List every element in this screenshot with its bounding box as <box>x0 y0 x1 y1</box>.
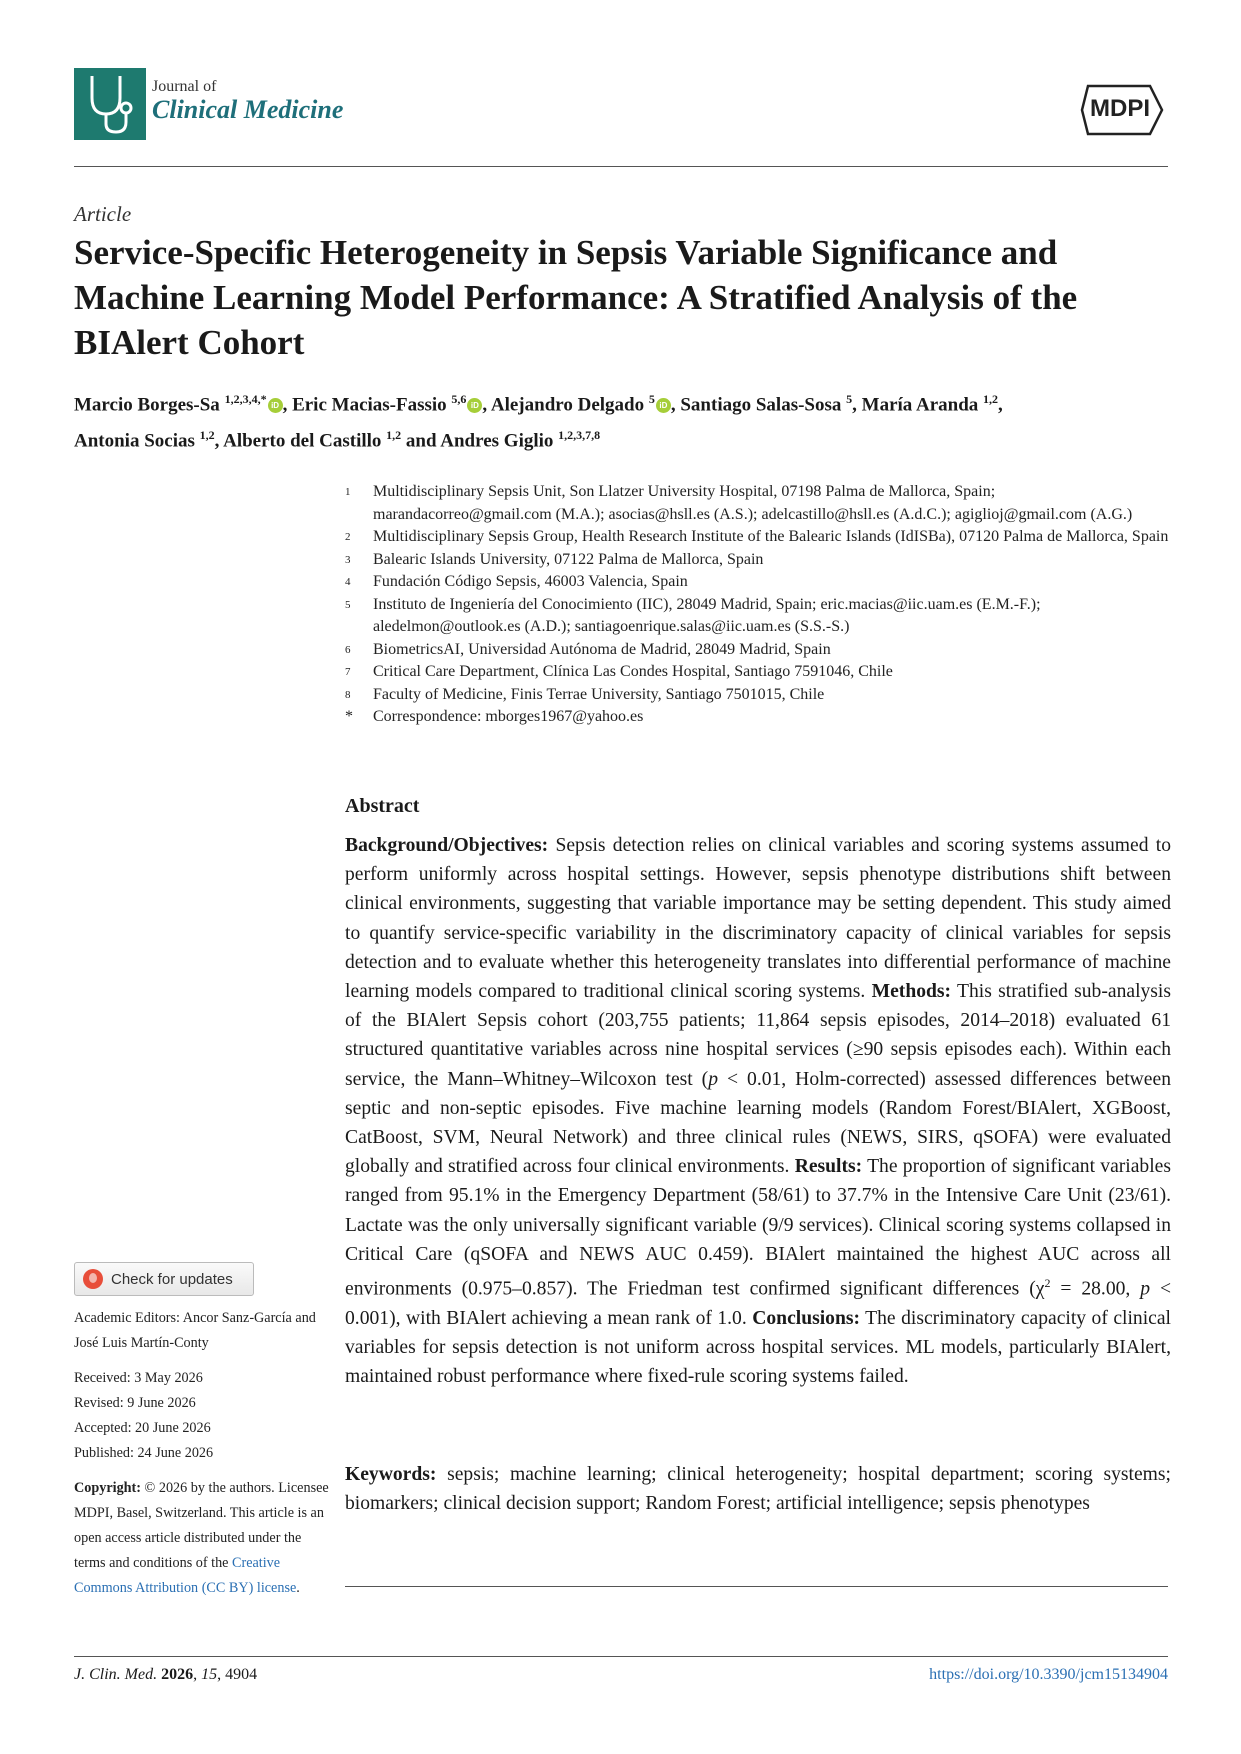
affiliation-text: BiometricsAI, Universidad Autónoma de Madrid, 28049 Madrid, Spain <box>373 640 831 658</box>
author-separator: , <box>998 394 1003 416</box>
author-name: Antonia Socias <box>74 430 195 452</box>
keywords-text: sepsis; machine learning; clinical heterogeneity; hospital department; scoring systems; biomarkers; clinical decision support; Random Forest; artificial intelligence; sepsis phenotypes <box>345 1464 1171 1515</box>
copyright-label: Copyright: <box>74 1480 141 1496</box>
affiliation-text: Faculty of Medicine, Finis Terrae University, Santiago 7501015, Chile <box>373 685 825 703</box>
abstract-divider <box>345 1586 1168 1587</box>
affiliation-number: 5 <box>345 598 351 611</box>
orcid-icon[interactable]: iD <box>656 398 671 413</box>
affiliation-number: 8 <box>345 688 351 701</box>
received-date: Received: 3 May 2026 <box>74 1370 203 1386</box>
affiliation-number: 6 <box>345 643 351 656</box>
citation-article-number: 4904 <box>225 1666 258 1683</box>
author-separator: and <box>401 430 441 452</box>
affiliation-item <box>345 661 1175 684</box>
affiliation-item <box>345 481 1175 526</box>
chi-square-exponent: 2 <box>1044 1276 1051 1291</box>
citation-year: 2026 <box>161 1666 194 1683</box>
copyright-text: © 2026 by the authors. Licensee MDPI, Basel, Switzerland. This article is an open access article distributed under the terms and conditions of the <box>74 1480 329 1571</box>
author-name: Alejandro Delgado <box>490 394 645 416</box>
author-separator: , <box>482 394 491 416</box>
check-updates-label: Check for updates <box>111 1270 233 1288</box>
author-separator: , <box>282 394 293 416</box>
keywords-label: Keywords: <box>345 1464 437 1485</box>
author-affiliation-marks: 1,2,3,7,8 <box>558 428 601 443</box>
abstract-heading: Abstract <box>345 795 420 817</box>
author-name: Andres Giglio <box>440 430 554 452</box>
background-text: Sepsis detection relies on clinical variables and scoring systems assumed to perform uniformly across hospital settings. However, sepsis phenotype distributions shift between clinical environments, suggesting that variable importance may be setting dependent. This study aimed to quantify service-specific variability in the discriminatory capacity of clinical variables for sepsis detection and to evaluate whether this heterogeneity translates into differential performance of machine learning models compared to traditional clinical scoring systems. <box>345 835 1171 1003</box>
results-label: Results: <box>794 1156 863 1178</box>
results-text-end: < 0.001), with BIAlert achieving a mean rank of 1.0. <box>345 1278 1171 1329</box>
author-name: Marcio Borges-Sa <box>74 394 220 416</box>
doi-link[interactable]: https://doi.org/10.3390/jcm15134904 <box>929 1666 1168 1683</box>
author-list <box>74 384 1174 457</box>
affiliation-text: Balearic Islands University, 07122 Palma de Mallorca, Spain <box>373 550 764 568</box>
methods-text: This stratified sub-analysis of the BIAlert Sepsis cohort (203,755 patients; 11,864 sepsis episodes, 2014–2018) evaluated 61 structured quantitative variables across nine hospital services (≥90 sepsis episodes each). Within each service, the Mann–Whitney–Wilcoxon test ( <box>345 981 1172 1090</box>
mdpi-logo <box>1080 82 1166 138</box>
methods-text-cont: < 0.01, Holm-corrected) assessed differences between septic and non-septic episodes. Five machine learning models (Random Forest/BIAlert, XGBoost, CatBoost, SVM, Neural Network) and three clinical rules (NEWS, SIRS, qSOFA) were evaluated globally and stratified across four clinical environments. <box>345 1068 1171 1178</box>
results-text: The proportion of significant variables ranged from 95.1% in the Emergency Department (58/61) to 37.7% in the Intensive Care Unit (23/61). Lactate was the only universally significant variable (9/9 services). Clinical scoring systems collapsed in Critical Care (qSOFA and NEWS AUC 0.459). BIAlert maintained the highest AUC across all environments (0.975–0.857). The Friedman test confirmed significant differences (χ <box>345 1156 1171 1300</box>
published-date: Published: 24 June 2026 <box>74 1445 214 1461</box>
author-affiliation-marks: 5,6 <box>451 392 467 406</box>
publisher-name: MDPI <box>1090 95 1150 122</box>
journal-of-label: Journal of <box>152 78 217 95</box>
keywords <box>345 1460 1171 1518</box>
revised-date: Revised: 9 June 2026 <box>74 1395 196 1411</box>
article-info-sidebar <box>74 1306 334 1601</box>
article-title: Service-Specific Heterogeneity in Sepsis Variable Significance and Machine Learning Model Performance: A Stratified Analysis of the BIAlert Cohort <box>74 233 1078 362</box>
abstract-body <box>345 831 1171 1391</box>
journal-abbreviation: J. Clin. Med. <box>74 1666 158 1683</box>
article-type: Article <box>74 202 132 226</box>
stethoscope-icon <box>74 68 146 140</box>
author-affiliation-marks: 1,2 <box>199 428 215 443</box>
footer-divider <box>74 1656 1168 1657</box>
affiliation-item <box>345 684 1175 707</box>
author-affiliation-marks: 1,2 <box>983 392 999 406</box>
header-divider <box>74 166 1168 167</box>
affiliation-item <box>345 526 1175 549</box>
license-link[interactable]: Creative Commons Attribution (CC BY) license <box>74 1555 297 1596</box>
affiliation-text: Correspondence: mborges1967@yahoo.es <box>373 708 644 725</box>
author-affiliation-marks: 1,2,3,4,* <box>224 392 267 406</box>
affiliation-text: Critical Care Department, Clínica Las Condes Hospital, Santiago 7591046, Chile <box>373 663 893 680</box>
methods-label: Methods: <box>871 981 952 1003</box>
affiliation-item <box>345 549 1175 572</box>
background-label: Background/Objectives: <box>345 835 549 856</box>
author-separator: , <box>214 430 224 452</box>
author-name: Santiago Salas-Sosa <box>680 394 842 416</box>
affiliation-item <box>345 706 1175 729</box>
affiliation-item <box>345 639 1175 662</box>
affiliation-text: Fundación Código Sepsis, 46003 Valencia, Spain <box>373 573 688 590</box>
results-text-cont: = 28.00, <box>1050 1278 1141 1300</box>
conclusions-text: The discriminatory capacity of clinical variables for sepsis detection is not uniform across hospital services. ML models, particularly BIAlert, maintained robust performance where fixed-rule scoring systems failed. <box>345 1307 1172 1388</box>
citation-volume: 15 <box>201 1666 218 1683</box>
journal-name <box>152 78 343 124</box>
author-separator: , <box>852 394 862 416</box>
author-separator: , <box>670 394 681 416</box>
author-affiliation-marks: 5 <box>846 392 853 406</box>
affiliation-text: Instituto de Ingeniería del Conocimiento (IIC), 28049 Madrid, Spain; eric.macias@iic.uam.es (E.M.-F.); aledelmon@outlook.es (A.D.); santiagoenrique.salas@iic.uam.es (S.S.-S.) <box>373 595 1041 635</box>
affiliations <box>345 481 1175 729</box>
affiliation-number: * <box>345 708 353 725</box>
journal-title: Clinical Medicine <box>152 94 344 124</box>
academic-editors: Academic Editors: Ancor Sanz-García and José Luis Martín-Conty <box>74 1310 316 1351</box>
orcid-icon[interactable]: iD <box>467 398 482 413</box>
footer-citation: J. Clin. Med. 2026, 15, 4904 <box>74 1666 258 1683</box>
check-updates-icon <box>83 1269 103 1289</box>
author-affiliation-marks: 1,2 <box>386 428 402 443</box>
affiliation-text: Multidisciplinary Sepsis Group, Health Research Institute of the Balearic Islands (IdISBa), 07120 Palma de Mallorca, Spain <box>373 528 1169 545</box>
copyright-end: . <box>296 1580 300 1596</box>
affiliation-number: 3 <box>345 553 351 566</box>
affiliation-number: 2 <box>345 531 351 543</box>
author-name: María Aranda <box>861 394 979 416</box>
journal-logo <box>74 68 146 140</box>
author-affiliation-marks: 5 <box>648 392 655 406</box>
publication-dates <box>74 1366 334 1466</box>
author-name: Eric Macias-Fassio <box>292 394 447 416</box>
affiliation-number: 1 <box>345 486 351 498</box>
copyright-notice <box>74 1476 334 1601</box>
p-symbol: p <box>1140 1278 1151 1300</box>
accepted-date: Accepted: 20 June 2026 <box>74 1420 211 1436</box>
affiliation-item <box>345 571 1175 594</box>
affiliation-item <box>345 594 1175 639</box>
affiliation-number: 4 <box>345 576 351 588</box>
orcid-icon[interactable]: iD <box>268 398 283 413</box>
author-name: Alberto del Castillo <box>223 430 382 452</box>
check-for-updates-button[interactable] <box>74 1262 254 1296</box>
affiliation-number: 7 <box>345 666 351 678</box>
affiliation-text: Multidisciplinary Sepsis Unit, Son Llatzer University Hospital, 07198 Palma de Mallorca, Spain; marandacorreo@gmail.com (M.A.); asocias@hsll.es (A.S.); adelcastillo@hsll.es (A.d.C.); agiglioj@gmail.com (A.G.) <box>373 483 1133 523</box>
p-symbol: p <box>708 1068 719 1090</box>
conclusions-label: Conclusions: <box>752 1307 861 1329</box>
